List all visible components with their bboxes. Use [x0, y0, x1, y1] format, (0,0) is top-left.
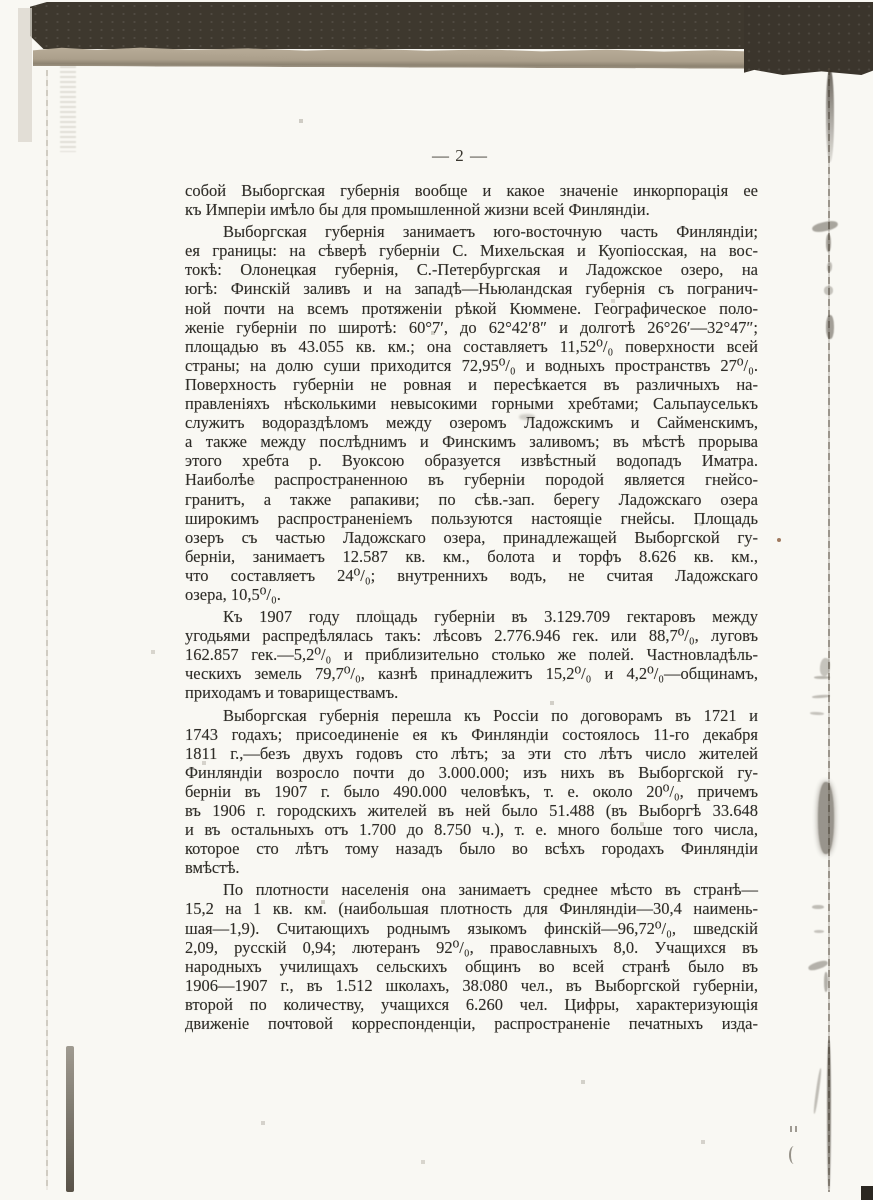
text-line: озера, 10,5⁰/₀.	[185, 584, 281, 604]
text-line: Выборгская губернія занимаетъ юго-восточную часть Финляндіи;	[223, 222, 758, 242]
text-line: шая—1,9). Считающихъ роднымъ языкомъ финскій—96,72⁰/₀, шведскій	[185, 918, 758, 938]
ink-smudge	[812, 905, 824, 909]
paragraph	[185, 607, 758, 702]
ink-smudge	[811, 219, 838, 233]
text-line: берніи, занимаетъ 12.587 кв. км., болота и торфъ 8.626 кв. км.,	[185, 546, 758, 566]
scan-streaks	[60, 66, 76, 152]
pencil-mark	[790, 1126, 800, 1132]
text-line: приходамъ и товариществамъ.	[185, 683, 399, 703]
text-line: Финляндіи возросло почти до 3.000.000; изъ нихъ въ Выборгской гу-	[185, 762, 758, 782]
scanner-edge-strip	[33, 46, 750, 69]
foxing-speck	[777, 538, 781, 542]
page-number: — 2 —	[432, 146, 488, 165]
text-line: народныхъ училищахъ сельскихъ общинъ во всей странѣ было въ	[185, 956, 758, 976]
ink-smudge	[826, 70, 834, 162]
ink-smudge	[818, 782, 834, 854]
text-line: По плотности населенія она занимаетъ среднее мѣсто въ странѣ—	[223, 880, 758, 900]
text-column	[185, 181, 758, 1033]
text-line: площадью въ 43.055 кв. км.; она составляетъ 11,52⁰/₀ поверхности всей	[185, 336, 758, 356]
ink-smudge	[814, 676, 830, 679]
paragraph	[185, 222, 758, 604]
text-line: а также между послѣднимъ и Финскимъ заливомъ; въ мѣстѣ прорыва	[185, 432, 758, 452]
text-line: Наиболѣе распространенною въ губерніи породой является гнейсо-	[185, 470, 758, 490]
pencil-mark	[789, 1146, 799, 1164]
scanner-corner-mark	[861, 1186, 873, 1200]
paragraph	[185, 181, 758, 219]
text-line: гранитъ, а также рапакиви; по сѣв.-зап. берегу Ладожскаго озера	[185, 489, 758, 509]
text-line: страны; на долю суши приходится 72,95⁰/₀ и водныхъ пространствъ 27⁰/₀.	[185, 355, 758, 375]
text-line: 1743 годахъ; присоединеніе ея къ Финляндіи состоялось 11-го декабря	[185, 724, 758, 744]
ink-smudge	[824, 972, 828, 992]
text-line: озеръ съ частью Ладожскаго озера, принадлежащей Выборгской гу-	[185, 527, 758, 547]
text-line: берніи въ 1907 г. было 490.000 человѣкъ, т. е. около 20⁰/₀, причемъ	[185, 781, 758, 801]
paragraph	[185, 706, 758, 878]
ink-smudge	[824, 286, 833, 295]
text-line: этого хребта р. Вуоксою образуется извѣстный водопадъ Иматра.	[185, 451, 758, 471]
text-line: которое сто лѣтъ тому назадъ было во всѣхъ городахъ Финляндіи	[185, 839, 758, 859]
scanner-edge-band-corner	[744, 2, 873, 75]
text-line: ческихъ земель 79,7⁰/₀, казнѣ принадлежитъ 15,2⁰/₀ и 4,2⁰/₀—общинамъ,	[185, 664, 758, 684]
dust-specks	[0, 0, 2, 2]
ink-smudge	[807, 959, 828, 972]
page-fold-shadow-left	[66, 1046, 74, 1192]
scanner-edge-strip-left	[18, 8, 32, 142]
text-line: угодьями распредѣлялась такъ: лѣсовъ 2.776.946 гек. или 88,7⁰/₀, луговъ	[185, 626, 758, 646]
text-line: второй по количеству, учащихся 6.260 чел. Цифры, характеризующія	[185, 994, 758, 1014]
ink-smudge	[826, 315, 834, 339]
text-line: 162.857 гек.—5,2⁰/₀ и приблизительно столько же полей. Частновладѣль-	[185, 645, 758, 665]
text-line: женіе губерніи по широтѣ: 60°7′, до 62°42′8″ и долготѣ 26°26′—32°47″;	[185, 317, 758, 337]
text-line: Къ 1907 году площадь губерніи въ 3.129.709 гектаровъ между	[223, 607, 758, 627]
text-line: служитъ водораздѣломъ между озеромъ Ладожскимъ и Сайменскимъ,	[185, 413, 758, 433]
text-line: югѣ: Финскій заливъ и на западѣ—Ньюландская губернія съ погранич-	[185, 279, 758, 299]
text-line: правленіяхъ нѣсколькими невысокими горными хребтами; Сальпауселькъ	[185, 394, 758, 414]
text-line: ея границы: на сѣверѣ губерніи С. Михельская и Куопіосская, на вос-	[185, 241, 758, 261]
paragraph	[185, 880, 758, 1033]
text-line: 2,09, русскій 0,94; лютеранъ 92⁰/₀, православныхъ 8,0. Учащихся въ	[185, 937, 758, 957]
text-line: и въ остальныхъ отъ 1.700 до 8.750 ч.), т. е. много больше того числа,	[185, 820, 758, 840]
text-line: что составляетъ 24⁰/₀; внутреннихъ водъ, не считая Ладожскаго	[185, 565, 758, 585]
text-line: вмѣстѣ.	[185, 858, 240, 878]
text-line: Поверхность губерніи не ровная и пересѣкается въ различныхъ на-	[185, 374, 758, 394]
text-line: движеніе почтовой корреспонденціи, распространеніе печатныхъ изда-	[185, 1014, 758, 1034]
ink-smudge	[810, 712, 824, 716]
text-line: собой Выборгская губернія вообще и какое значеніе инкорпорація ее	[185, 181, 758, 200]
text-line: ной почти на всемъ протяженіи рѣкой Кюммене. Географическое поло-	[185, 298, 758, 318]
text-line: 15,2 на 1 кв. км. (наибольшая плотность для Финляндіи—30,4 наимень-	[185, 899, 758, 919]
text-line: Выборгская губернія перешла къ Россіи по договорамъ въ 1721 и	[223, 705, 758, 725]
text-line: токѣ: Олонецкая губернія, С.-Петербургская и Ладожское озеро, на	[185, 260, 758, 280]
text-line: широкимъ распространеніемъ пользуются настоящіе гнейсы. Площадь	[185, 508, 758, 528]
text-line: къ Имперіи имѣло бы для промышленной жизни всей Финляндіи.	[185, 200, 650, 220]
text-line: 1811 г.,—безъ двухъ годовъ сто лѣтъ; за эти сто лѣтъ число жителей	[185, 743, 758, 763]
ink-smudge	[813, 1068, 822, 1114]
ink-smudge	[826, 234, 831, 252]
text-line: 1906—1907 г., въ 1.512 школахъ, 38.080 чел., въ Выборгской губерніи,	[185, 975, 758, 995]
text-line: въ 1906 г. городскихъ жителей въ ней было 51.488 (въ Выборгѣ 33.648	[185, 801, 758, 820]
page-fold-line-left	[46, 70, 48, 1190]
ink-smudge	[814, 930, 824, 933]
ink-smudge	[827, 262, 833, 272]
ink-smudge	[827, 1040, 831, 1190]
